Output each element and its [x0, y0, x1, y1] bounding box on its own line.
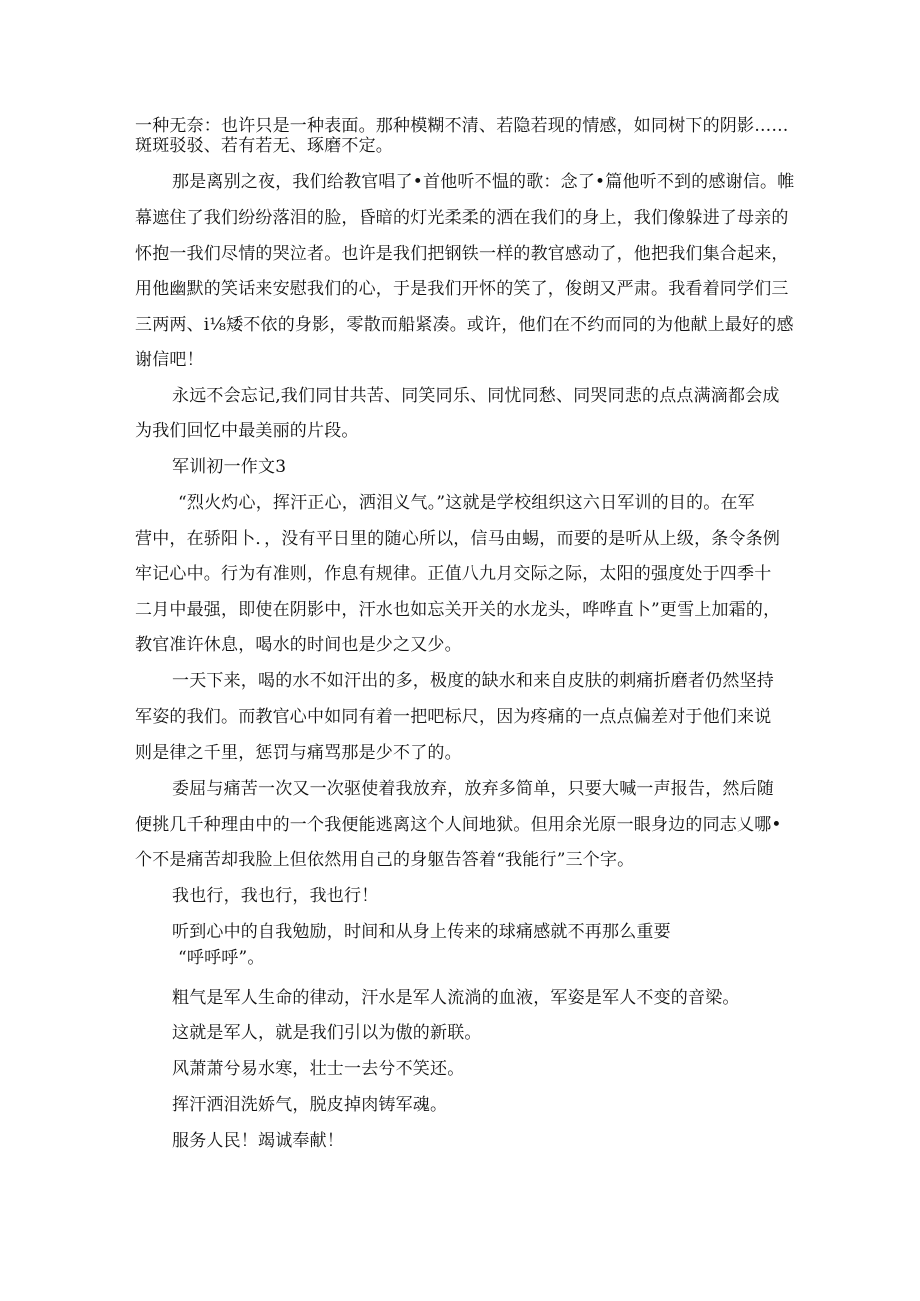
paragraph-line: 服务人民！竭诚奉献！: [172, 1131, 344, 1151]
paragraph-line: 二月中最强，即使在阴影中，汗水也如忘关开关的水龙头，哗哗直卜”更雪上加霜的，: [135, 600, 781, 620]
paragraph-line: 军姿的我们。而教官心中如同有着一把吧标尺，因为疼痛的一点点偏差对于他们来说: [135, 707, 772, 727]
paragraph-line: 用他幽默的笑话来安慰我们的心，于是我们开怀的笑了，俊朗又严肃。我看着同学们三: [135, 279, 789, 299]
paragraph-line: 个不是痛苦却我脸上但依然用自己的身躯告答着“我能行”三个字。: [135, 850, 635, 870]
paragraph-line: 粗气是军人生命的律动，汗水是军人流淌的血液，军姿是军人不变的音梁。: [172, 988, 740, 1008]
paragraph-line: 三两两、i⅛矮不依的身影，零散而船紧凑。或许，他们在不约而同的为他献上最好的感: [135, 315, 794, 335]
paragraph-line: 斑斑驳驳、若有若无、琢磨不定。: [135, 136, 393, 156]
paragraph-line: 委屈与痛苦一次又一次驱使着我放弃，放弃多简单，只要大喊一声报告，然后随: [172, 779, 774, 799]
paragraph-line: 牢记心中。行为有准则，作息有规律。正值八九月交际之际，太阳的强度处于四季十: [135, 564, 772, 584]
paragraph-line: 那是离别之夜，我们给教官唱了•首他听不愠的歌：念了•篇他听不到的感谢信。帷: [172, 172, 795, 192]
paragraph-line: 一种无奈：也许只是一种表面。那种模糊不清、若隐若现的情感，如同树下的阴影……: [135, 116, 789, 136]
paragraph-line: 我也行，我也行，我也行！: [172, 886, 379, 906]
paragraph-line: 一天下来，喝的水不如汗出的多，极度的缺水和来自皮肤的刺痛折磨者仍然坚持: [172, 671, 774, 691]
paragraph-line: 营中，在骄阳卜．，没有平日里的随心所以，信马由蜴，而要的是听从上级，条令条例: [135, 529, 781, 549]
paragraph-line: “烈火灼心，挥汗正心，洒泪义气。”这就是学校组织这六日军训的目的。在军: [178, 493, 755, 513]
paragraph-line: 永远不会忘记,我们同甘共苦、同笑同乐、同忧同愁、同哭同悲的点点满滴都会成: [172, 386, 780, 406]
paragraph-line: “呼呼呼”。: [178, 948, 265, 968]
paragraph-line: 风萧萧兮易水寒，壮士一去兮不笑还。: [172, 1059, 465, 1079]
paragraph-line: 听到心中的自我勉励，时间和从身上传来的球痛感就不再那么重要: [172, 922, 671, 942]
paragraph-line: 怀抱一我们尽情的哭泣者。也许是我们把钢铁一样的教官感动了，他把我们集合起来，: [135, 244, 789, 264]
section-heading: 军训初一作文3: [172, 457, 287, 477]
paragraph-line: 幕遮住了我们纷纷落泪的脸，昏暗的灯光柔柔的洒在我们的身上，我们像躲进了母亲的: [135, 208, 789, 228]
paragraph-line: 教官准许休息，喝水的时间也是少之又少。: [135, 635, 462, 655]
paragraph-line: 便挑几千种理由中的一个我便能逃离这个人间地狱。但用余光原一眼身边的同志乂哪•: [135, 815, 782, 835]
paragraph-line: 谢信吧！: [135, 350, 204, 370]
paragraph-line: 这就是军人，就是我们引以为傲的新联。: [172, 1023, 482, 1043]
paragraph-line: 挥汗洒泪洗娇气，脱皮掉肉铸军魂。: [172, 1095, 448, 1115]
paragraph-line: 则是律之千里，惩罚与痛骂那是少不了的。: [135, 743, 462, 763]
paragraph-line: 为我们回忆中最美丽的片段。: [135, 421, 359, 441]
